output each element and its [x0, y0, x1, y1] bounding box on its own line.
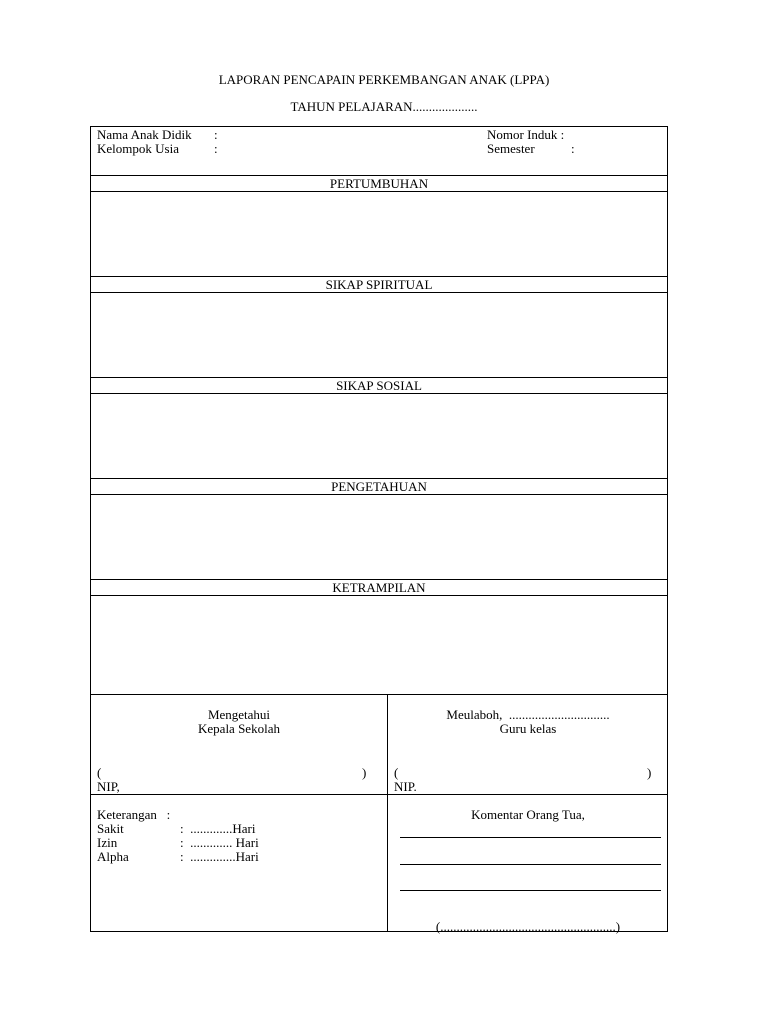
age-group-colon: :	[214, 141, 218, 156]
parent-comment-title: Komentar Orang Tua,	[471, 807, 585, 822]
absent-value: : ..............Hari	[180, 849, 259, 864]
comment-line	[400, 864, 661, 865]
age-group-label: Kelompok Usia	[97, 141, 179, 156]
permission-label: Izin	[97, 835, 118, 850]
permission-value: : ............. Hari	[180, 835, 259, 850]
divider	[91, 393, 667, 394]
principal-signature-open: (	[97, 765, 102, 780]
sick-value: : .............Hari	[180, 821, 256, 836]
parent-signature: (......................................................)	[435, 919, 621, 934]
acknowledged-label: Mengetahui	[207, 707, 271, 722]
section-pengetahuan: PENGETAHUAN	[331, 479, 427, 494]
sick-label: Sakit	[97, 821, 124, 836]
divider	[91, 794, 667, 795]
divider	[91, 694, 667, 695]
comment-line	[400, 890, 661, 891]
teacher-label: Guru kelas	[499, 721, 557, 736]
divider	[91, 595, 667, 596]
place-date-label: Meulaboh, ...............................	[446, 707, 610, 722]
divider	[91, 191, 667, 192]
absent-label: Alpha	[97, 849, 129, 864]
principal-label: Kepala Sekolah	[198, 721, 280, 736]
comment-line	[400, 837, 661, 838]
section-ketrampilan: KETRAMPILAN	[332, 580, 426, 595]
report-title: LAPORAN PENCAPAIN PERKEMBANGAN ANAK (LPPA)	[218, 72, 550, 87]
principal-signature-close: )	[362, 765, 367, 780]
section-pertumbuhan: PERTUMBUHAN	[329, 176, 429, 191]
principal-nip-label: NIP,	[97, 779, 120, 794]
semester-colon: :	[571, 141, 575, 156]
semester-label: Semester	[487, 141, 535, 156]
teacher-nip-label: NIP.	[394, 779, 417, 794]
student-number-label: Nomor Induk :	[487, 127, 565, 142]
section-sikap-spiritual: SIKAP SPIRITUAL	[325, 277, 433, 292]
divider	[91, 292, 667, 293]
notes-title: Keterangan :	[97, 807, 171, 822]
academic-year: TAHUN PELAJARAN....................	[290, 99, 478, 114]
section-sikap-sosial: SIKAP SOSIAL	[336, 378, 422, 393]
teacher-signature-close: )	[647, 765, 652, 780]
student-name-label: Nama Anak Didik	[97, 127, 192, 142]
teacher-signature-open: (	[394, 765, 399, 780]
student-name-colon: :	[214, 127, 218, 142]
divider	[91, 494, 667, 495]
report-form	[90, 126, 668, 932]
